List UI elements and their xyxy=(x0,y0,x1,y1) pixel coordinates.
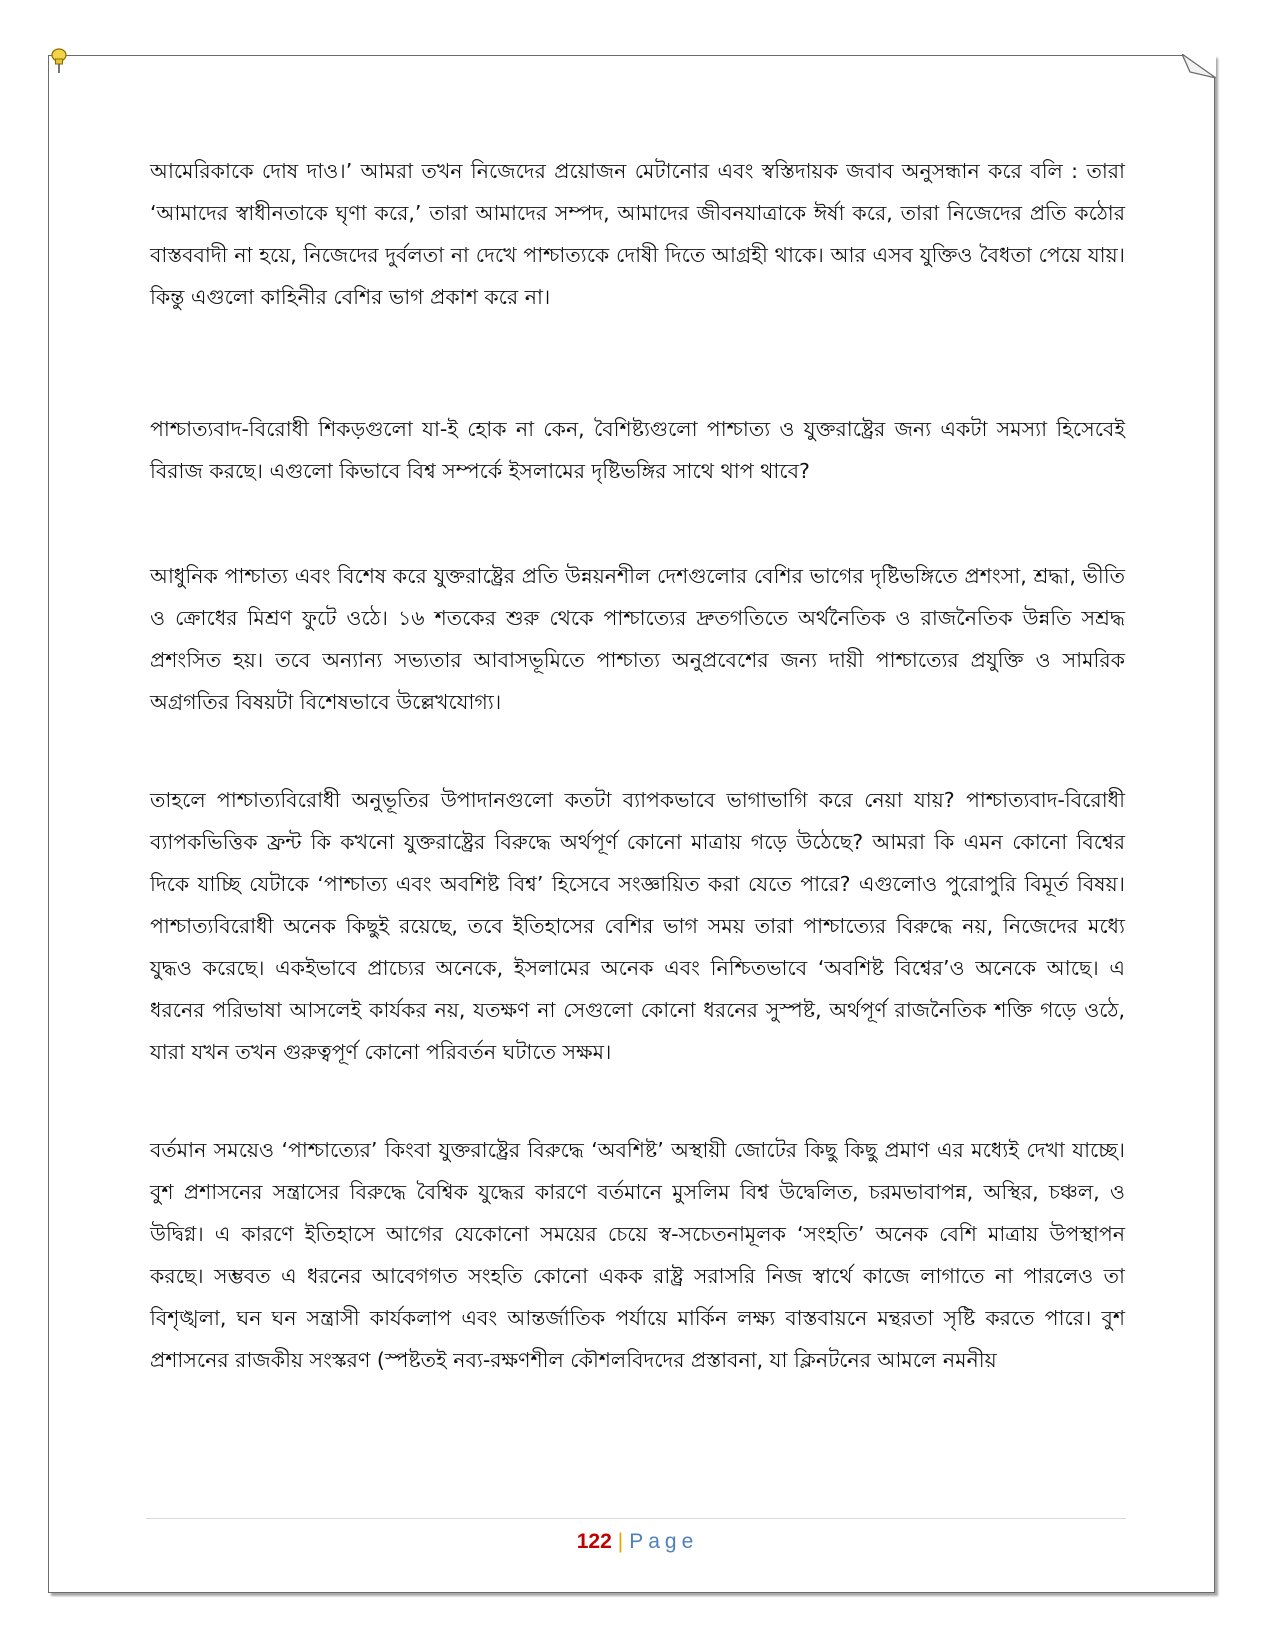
footer-divider xyxy=(146,1518,1126,1519)
paragraph-5: বর্তমান সময়েও ‘পাশ্চাত্যের’ কিংবা যুক্তরাষ্ট্রের বিরুদ্ধে ‘অবশিষ্ট’ অস্থায়ী জোটের কিছু কিছু প্রমাণ এর মধ্যেই দেখা যাচ্ছে। বুশ প্রশাসনের সন্ত্রাসের বিরুদ্ধে বৈশ্বিক যুদ্ধের কারণে বর্তমানে মুসলিম বিশ্ব উদ্বেলিত, চরমভাবাপন্ন, অস্থির, চঞ্চল, ও উদ্বিগ্ন। এ কারণে ইতিহাসে আগের যেকোনো সময়ের চেয়ে স্ব-সচেতনামূলক ‘সংহতি’ অনেক বেশি মাত্রায় উপস্থাপন করছে। সম্ভবত এ ধরনের আবেগগত সংহতি কোনো একক রাষ্ট্র সরাসরি নিজ স্বার্থে কাজে লাগাতে না পারলেও তা বিশৃঙ্খলা, ঘন ঘন সন্ত্রাসী কার্যকলাপ এবং আন্তর্জাতিক পর্যায়ে মার্কিন লক্ষ্য বাস্তবায়নে মন্থরতা সৃষ্টি করতে পারে। বুশ প্রশাসনের রাজকীয় সংস্করণ (স্পষ্টতই নব্য-রক্ষণশীল কৌশলবিদদের প্রস্তাবনা, যা ক্লিনটনের আমলে নমনীয় xyxy=(150,1138,1125,1372)
footer-separator: | xyxy=(617,1530,624,1553)
paragraph-3: আধুনিক পাশ্চাত্য এবং বিশেষ করে যুক্তরাষ্ট্রের প্রতি উন্নয়নশীল দেশগুলোর বেশির ভাগের দৃষ্টিভঙ্গিতে প্রশংসা, শ্রদ্ধা, ভীতি ও ক্রোধের মিশ্রণ ফুটে ওঠে। ১৬ শতকের শুরু থেকে পাশ্চাত্যের দ্রুতগতিতে অর্থনৈতিক ও রাজনৈতিক উন্নতি সশ্রদ্ধ প্রশংসিত হয়। তবে অন্যান্য সভ্যতার আবাসভূমিতে পাশ্চাত্য অনুপ্রবেশের জন্য দায়ী পাশ্চাত্যের প্রযুক্তি ও সামরিক অগ্রগতির বিষয়টা বিশেষভাবে উল্লেখযোগ্য। xyxy=(150,564,1125,714)
page-label: Page xyxy=(629,1530,699,1553)
page-fold-icon xyxy=(1182,54,1216,78)
paragraph-4: তাহলে পাশ্চাত্যবিরোধী অনুভূতির উপাদানগুলো কতটা ব্যাপকভাবে ভাগাভাগি করে নেয়া যায়? পাশ্চাত্যবাদ-বিরোধী ব্যাপকভিত্তিক ফ্রন্ট কি কখনো যুক্তরাষ্ট্রের বিরুদ্ধে অর্থপূর্ণ কোনো মাত্রায় গড়ে উঠেছে? আমরা কি এমন কোনো বিশ্বের দিকে যাচ্ছি যেটাকে ‘পাশ্চাত্য এবং অবশিষ্ট বিশ্ব’ হিসেবে সংজ্ঞায়িত করা যেতে পারে? এগুলোও পুরোপুরি বিমূর্ত বিষয়। পাশ্চাত্যবিরোধী অনেক কিছুই রয়েছে, তবে ইতিহাসের বেশির ভাগ সময় তারা পাশ্চাত্যের বিরুদ্ধে নয়, নিজেদের মধ্যে যুদ্ধও করেছে। একইভাবে প্রাচ্যের অনেকে, ইসলামের অনেক এবং নিশ্চিতভাবে ‘অবশিষ্ট বিশ্বের’ও অনেকে আছে। এ ধরনের পরিভাষা আসলেই কার্যকর নয়, যতক্ষণ না সেগুলো কোনো ধরনের সুস্পষ্ট, অর্থপূর্ণ রাজনৈতিক শক্তি গড়ে ওঠে, যারা যখন তখন গুরুত্বপূর্ণ কোনো পরিবর্তন ঘটাতে সক্ষম। xyxy=(150,788,1125,1064)
page-footer xyxy=(0,1530,1275,1554)
paragraph-1: আমেরিকাকে দোষ দাও।’ আমরা তখন নিজেদের প্রয়োজন মেটানোর এবং স্বস্তিদায়ক জবাব অনুসন্ধান করে বলি : তারা ‘আমাদের স্বাধীনতাকে ঘৃণা করে,’ তারা আমাদের সম্পদ, আমাদের জীবনযাত্রাকে ঈর্ষা করে, তারা নিজেদের প্রতি কঠোর বাস্তববাদী না হয়ে, নিজেদের দুর্বলতা না দেখে পাশ্চাত্যকে দোষী দিতে আগ্রহী থাকে। আর এসব যুক্তিও বৈধতা পেয়ে যায়। কিন্তু এগুলো কাহিনীর বেশির ভাগ প্রকাশ করে না। xyxy=(150,159,1125,309)
pushpin-icon xyxy=(50,48,68,74)
page-number: 122 xyxy=(576,1530,612,1553)
paragraph-2: পাশ্চাত্যবাদ-বিরোধী শিকড়গুলো যা-ই হোক না কেন, বৈশিষ্ট্যগুলো পাশ্চাত্য ও যুক্তরাষ্ট্রের জন্য একটা সমস্যা হিসেবেই বিরাজ করছে। এগুলো কিভাবে বিশ্ব সম্পর্কে ইসলামের দৃষ্টিভঙ্গির সাথে থাপ থাবে? xyxy=(150,417,1125,483)
